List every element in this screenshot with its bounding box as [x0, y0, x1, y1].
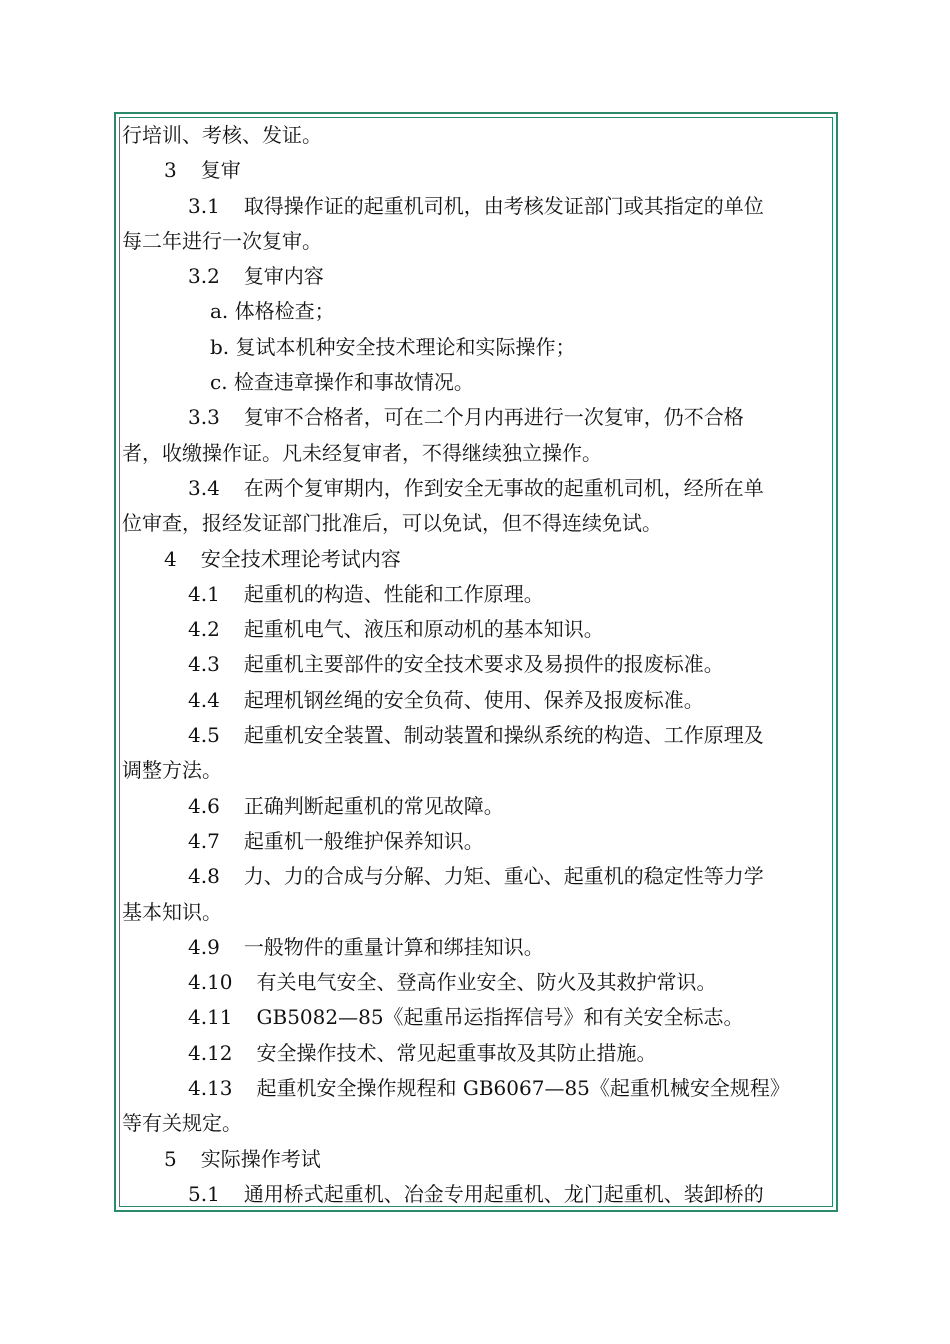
- section-number: 5.1: [188, 1181, 220, 1206]
- section-number: 3: [164, 158, 177, 183]
- section-number: 5: [164, 1146, 177, 1171]
- line-text: 安全技术理论考试内容: [200, 546, 401, 571]
- section-number: 3.1: [188, 193, 220, 218]
- line-text: 行培训、考核、发证。: [122, 123, 322, 147]
- text-line: [122, 1071, 822, 1106]
- text-line: [122, 577, 822, 612]
- line-text: 安全操作技术、常见起重事故及其防止措施。: [256, 1040, 657, 1065]
- text-line: [122, 506, 822, 541]
- text-line: [122, 683, 822, 718]
- line-text: 实际操作考试: [200, 1146, 321, 1171]
- line-text: 复审内容: [243, 264, 324, 289]
- section-number: 4.6: [188, 793, 220, 818]
- section-number: 4.1: [188, 581, 220, 606]
- line-text: a. 体格检查；: [210, 299, 335, 324]
- text-line: [122, 1106, 822, 1141]
- text-line: [122, 400, 822, 435]
- line-text: b. 复试本机种安全技术理论和实际操作；: [210, 334, 576, 359]
- line-text: 起重机的构造、性能和工作原理。: [243, 581, 544, 606]
- line-text: 调整方法。: [122, 758, 222, 783]
- text-line: [122, 189, 822, 224]
- text-line: [122, 1177, 822, 1212]
- text-line: [122, 471, 822, 506]
- text-line: [122, 153, 822, 188]
- line-text: 者，收缴操作证。凡未经复审者，不得继续独立操作。: [122, 440, 602, 465]
- line-text: 起重机一般维护保养知识。: [243, 828, 484, 853]
- section-number: 4.11: [188, 1005, 233, 1030]
- section-number: 3.3: [188, 405, 220, 430]
- section-number: 4.10: [188, 970, 233, 995]
- line-text: 有关电气安全、登高作业安全、防火及其救护常识。: [256, 970, 717, 995]
- text-line: [122, 224, 822, 259]
- text-line: [122, 718, 822, 753]
- section-number: 4.7: [188, 828, 220, 853]
- line-text: 起重机安全操作规程和 GB6067—85《起重机械安全规程》: [256, 1076, 790, 1101]
- document-body: [122, 118, 822, 1212]
- line-text: 力、力的合成与分解、力矩、重心、起重机的稳定性等力学: [243, 864, 764, 889]
- text-line: [122, 647, 822, 682]
- line-text: GB5082—85《起重吊运指挥信号》和有关安全标志。: [256, 1005, 744, 1030]
- line-text: 复审: [200, 158, 241, 183]
- section-number: 4.4: [188, 687, 220, 712]
- section-number: 4.12: [188, 1040, 233, 1065]
- text-line: [122, 1142, 822, 1177]
- section-number: 4.2: [188, 617, 220, 642]
- text-line: [122, 930, 822, 965]
- text-line: [122, 895, 822, 930]
- text-line: [122, 612, 822, 647]
- section-number: 4.13: [188, 1076, 233, 1101]
- section-number: 4: [164, 546, 177, 571]
- text-line: [122, 330, 822, 365]
- line-text: 通用桥式起重机、冶金专用起重机、龙门起重机、装卸桥的: [243, 1181, 764, 1206]
- line-text: 取得操作证的起重机司机，由考核发证部门或其指定的单位: [243, 193, 764, 218]
- line-text: 每二年进行一次复审。: [122, 228, 322, 253]
- line-text: 等有关规定。: [122, 1111, 242, 1136]
- section-number: 4.5: [188, 723, 220, 748]
- line-text: 一般物件的重量计算和绑挂知识。: [243, 934, 544, 959]
- text-line: [122, 542, 822, 577]
- text-line: [122, 118, 822, 153]
- text-line: [122, 294, 822, 329]
- section-number: 4.9: [188, 934, 220, 959]
- line-text: 起重机电气、液压和原动机的基本知识。: [243, 617, 604, 642]
- text-line: [122, 789, 822, 824]
- text-line: [122, 436, 822, 471]
- text-line: [122, 259, 822, 294]
- line-text: 起重机主要部件的安全技术要求及易损件的报废标准。: [243, 652, 724, 677]
- line-text: 起重机安全装置、制动装置和操纵系统的构造、工作原理及: [243, 723, 764, 748]
- text-line: [122, 753, 822, 788]
- line-text: 起理机钢丝绳的安全负荷、使用、保养及报废标准。: [243, 687, 704, 712]
- text-line: [122, 824, 822, 859]
- section-number: 3.2: [188, 264, 220, 289]
- text-line: [122, 1036, 822, 1071]
- section-number: 4.3: [188, 652, 220, 677]
- line-text: 在两个复审期内，作到安全无事故的起重机司机，经所在单: [243, 475, 764, 500]
- line-text: 基本知识。: [122, 899, 222, 924]
- section-number: 4.8: [188, 864, 220, 889]
- line-text: 复审不合格者，可在二个月内再进行一次复审，仍不合格: [243, 405, 744, 430]
- text-line: [122, 365, 822, 400]
- line-text: 正确判断起重机的常见故障。: [243, 793, 504, 818]
- section-number: 3.4: [188, 475, 220, 500]
- line-text: c. 检查违章操作和事故情况。: [210, 370, 474, 395]
- text-line: [122, 1000, 822, 1035]
- text-line: [122, 859, 822, 894]
- text-line: [122, 965, 822, 1000]
- line-text: 位审查，报经发证部门批准后，可以免试，但不得连续免试。: [122, 511, 662, 536]
